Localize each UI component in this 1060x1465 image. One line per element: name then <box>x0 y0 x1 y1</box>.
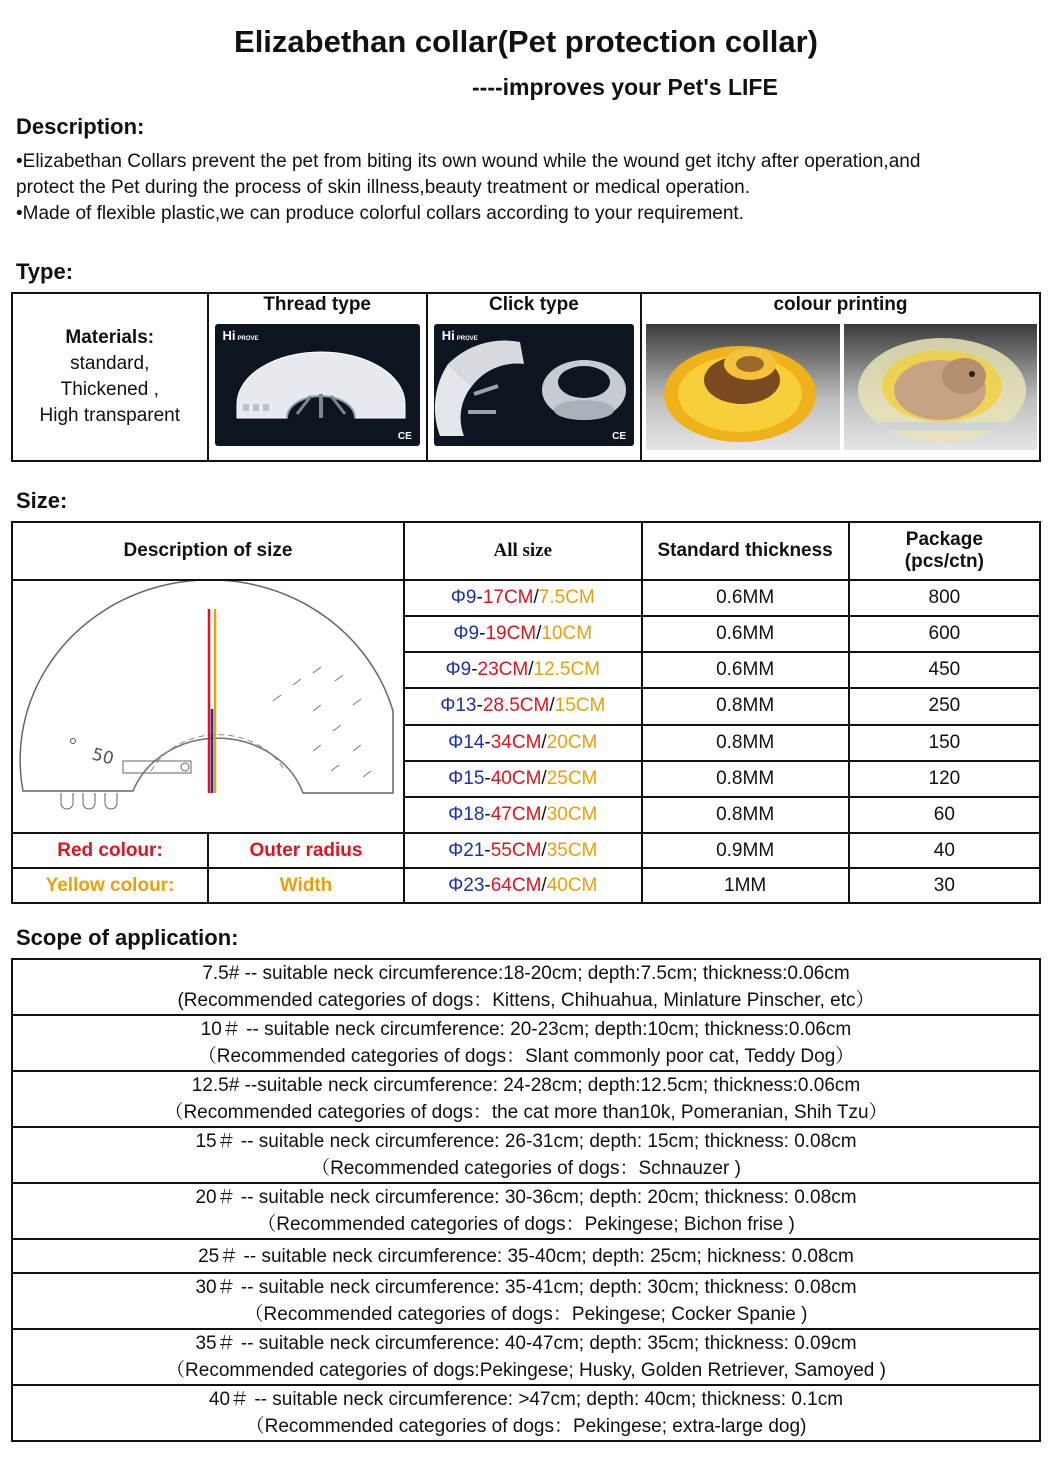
sunflower-collar-svg <box>646 324 834 450</box>
size-row-thickness: 0.6MM <box>642 616 849 652</box>
type-table <box>11 292 1041 462</box>
page-title: Elizabethan collar(Pet protection collar) <box>234 24 818 59</box>
scope-row: 40＃ -- suitable neck circumference: >47cm; depth: 40cm; thickness: 0.1cm （Recommended categories of dogs：Pekingese; extra-large dog) <box>12 1385 1040 1441</box>
type-header-click: Click type <box>427 293 641 324</box>
size-row-thickness: 0.8MM <box>642 725 849 761</box>
size-header-thickness: Standard thickness <box>642 522 849 580</box>
size-row-allsize: Φ15-40CM/25CM <box>404 761 642 797</box>
size-row-allsize: Φ23-64CM/40CM <box>404 868 642 903</box>
material-thickened: Thickened , <box>60 379 159 400</box>
legend-red-value: Outer radius <box>208 833 404 868</box>
size-row-package: 40 <box>849 833 1040 868</box>
size-heading: Size: <box>16 488 68 513</box>
ce-mark: CE <box>397 431 412 442</box>
scope-row: 20＃ -- suitable neck circumference: 30-36cm; depth: 20cm; thickness: 0.08cm （Recommended categories of dogs：Pekingese; Bichon frise ) <box>12 1183 1040 1239</box>
sunflower-collar-photo <box>646 324 840 450</box>
scope-row: 25＃ -- suitable neck circumference: 35-40cm; depth: 25cm; hickness: 0.08cm <box>12 1239 1040 1273</box>
material-standard: standard, <box>70 353 150 374</box>
size-row-allsize: Φ18-47CM/30CM <box>404 797 642 833</box>
legend-red-label: Red colour: <box>12 833 208 868</box>
material-high-transparent: High transparent <box>39 405 180 426</box>
description-heading: Description: <box>16 114 145 139</box>
scope-row: 7.5# -- suitable neck circumference:18-20cm; depth:7.5cm; thickness:0.06cm (Recommended categories of dogs：Kittens, Chihuahua, Minlature Pinscher, etc） <box>12 959 1040 1015</box>
scope-heading: Scope of application: <box>16 925 239 950</box>
diagram-size-label: 50 <box>89 744 116 770</box>
size-row-allsize: Φ9-19CM/10CM <box>404 616 642 652</box>
size-table <box>11 521 1041 904</box>
size-row-thickness: 0.8MM <box>642 688 849 724</box>
size-row-allsize: Φ14-34CM/20CM <box>404 725 642 761</box>
collar-diagram-svg <box>13 581 403 826</box>
size-row-package: 450 <box>849 652 1040 688</box>
type-header-thread: Thread type <box>208 293 427 324</box>
size-row-allsize: Φ13-28.5CM/15CM <box>404 688 642 724</box>
size-row-thickness: 0.9MM <box>642 833 849 868</box>
ce-mark: CE <box>612 431 626 442</box>
click-type-image-cell <box>427 324 641 461</box>
size-header-description: Description of size <box>12 522 404 580</box>
type-header-colour-printing: colour printing <box>641 293 1040 324</box>
legend-yellow-value: Width <box>208 868 404 903</box>
scope-row: 12.5# --suitable neck circumference: 24-28cm; depth:12.5cm; thickness:0.06cm （Recommended categories of dogs：the cat more than10k, Pomeranian, Shih Tzu） <box>12 1071 1040 1127</box>
dog-collar-svg <box>844 324 1038 450</box>
size-row-package: 250 <box>849 688 1040 724</box>
scope-row: 35＃ -- suitable neck circumference: 40-47cm; depth: 35cm; thickness: 0.09cm （Recommended categories of dogs:Pekingese; Husky, Golden Retriever, Samoyed ) <box>12 1329 1040 1385</box>
click-collar-svg <box>434 324 634 446</box>
thread-type-image-cell <box>208 324 427 461</box>
description-text <box>16 149 1046 227</box>
collar-size-diagram <box>12 580 404 833</box>
size-row-package: 120 <box>849 761 1040 797</box>
size-row-allsize: Φ21-55CM/35CM <box>404 833 642 868</box>
size-row-allsize: Φ9-23CM/12.5CM <box>404 652 642 688</box>
scope-table <box>11 958 1041 1442</box>
scope-row: 15＃ -- suitable neck circumference: 26-31cm; depth: 15cm; thickness: 0.08cm （Recommended categories of dogs：Schnauzer ) <box>12 1127 1040 1183</box>
size-row-package: 800 <box>849 580 1040 616</box>
brand-logo: Hi PROVE <box>222 328 259 343</box>
colour-printing-image-cell <box>641 324 1040 461</box>
dog-toy-collar-photo <box>844 324 1038 450</box>
materials-title: Materials: <box>65 327 155 348</box>
materials-cell <box>12 293 208 461</box>
thread-type-collar-image <box>215 324 420 446</box>
description-line-1: •Elizabethan Collars prevent the pet from biting its own wound while the wound get itchy after operation,and <box>16 151 921 172</box>
size-header-package: Package (pcs/ctn) <box>849 522 1040 580</box>
legend-yellow-label: Yellow colour: <box>12 868 208 903</box>
scope-row: 30＃ -- suitable neck circumference: 35-41cm; depth: 30cm; thickness: 0.08cm （Recommended categories of dogs：Pekingese; Cocker Spanie ) <box>12 1273 1040 1329</box>
size-header-all-size: All size <box>404 522 642 580</box>
size-row-thickness: 0.6MM <box>642 580 849 616</box>
type-heading: Type: <box>16 259 74 284</box>
scope-row: 10＃ -- suitable neck circumference: 20-23cm; depth:10cm; thickness:0.06cm （Recommended categories of dogs：Slant commonly poor cat, Teddy Dog） <box>12 1015 1040 1071</box>
page-subtitle: ----improves your Pet's LIFE <box>472 74 778 100</box>
click-type-collar-image <box>434 324 634 446</box>
brand-logo: Hi PROVE <box>441 328 478 343</box>
description-line-2: protect the Pet during the process of skin illness,beauty treatment or medical operation. <box>16 177 751 198</box>
thread-collar-svg <box>215 324 420 446</box>
description-line-3: •Made of flexible plastic,we can produce colorful collars according to your requirement. <box>16 203 744 224</box>
size-row-package: 600 <box>849 616 1040 652</box>
size-row-thickness: 0.8MM <box>642 761 849 797</box>
size-row-package: 30 <box>849 868 1040 903</box>
size-row-thickness: 0.8MM <box>642 797 849 833</box>
size-row-package: 150 <box>849 725 1040 761</box>
size-row-thickness: 1MM <box>642 868 849 903</box>
size-row-package: 60 <box>849 797 1040 833</box>
size-row-allsize: Φ9-17CM/7.5CM <box>404 580 642 616</box>
size-row-thickness: 0.6MM <box>642 652 849 688</box>
